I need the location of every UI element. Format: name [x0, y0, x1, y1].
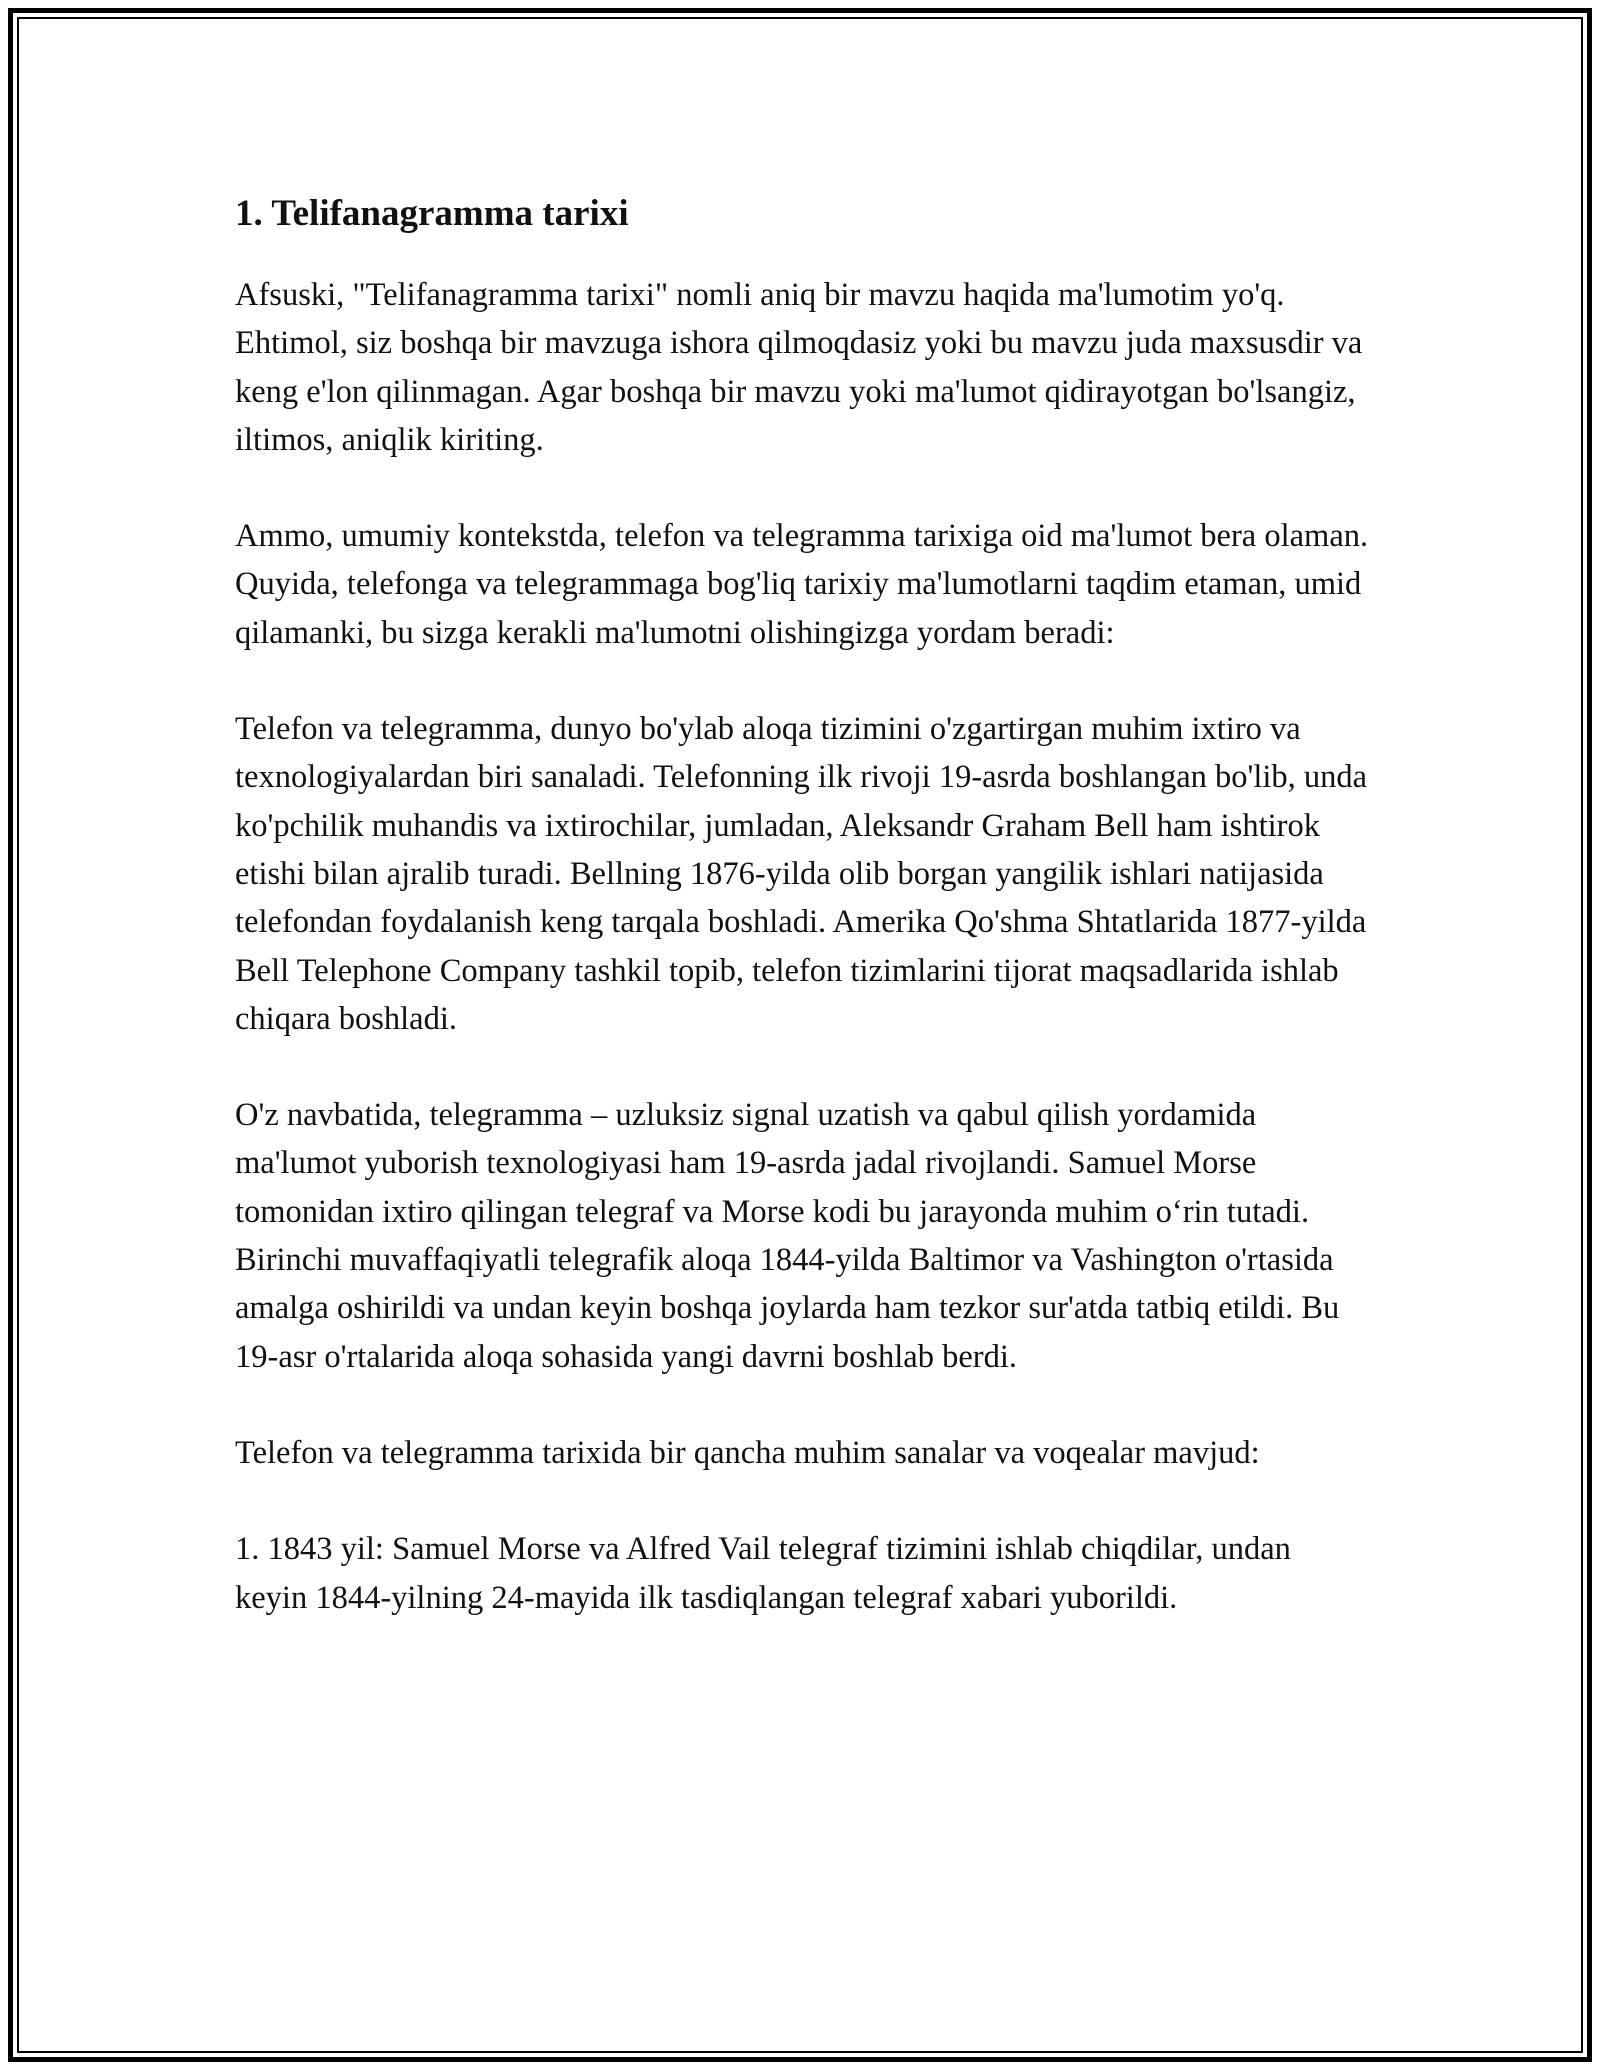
document-title: 1. Telifanagramma tarixi: [235, 193, 629, 234]
paragraph-intro: Afsuski, "Telifanagramma tarixi" nomli aniq bir mavzu haqida ma'lumotim yo'q. Ehtimol, siz boshqa bir mavzuga ishora qilmoqdasiz yoki bu mavzu juda maxsusdir va keng e'lon qilinmagan. Agar boshqa bir mavzu yoki ma'lumot qidirayotgan bo'lsangiz, iltimos, aniqlik kiriting.: [235, 277, 1363, 458]
paragraph-telephone: Telefon va telegramma, dunyo bo'ylab aloqa tizimini o'zgartirgan muhim ixtiro va texnologiyalardan biri sanaladi. Telefonning ilk rivoji 19-asrda boshlangan bo'lib, unda ko'pchilik muhandis va ixtirochilar, jumladan, Aleksandr Graham Bell ham ishtirok etishi bilan ajralib turadi. Bellning 1876-yilda olib borgan yangilik ishlari natijasida telefondan foydalanish keng tarqala boshladi. Amerika Qo'shma Shtatlarida 1877-yilda Bell Telephone Company tashkil topib, telefon tizimlarini tijorat maqsadlarida ishlab chiqara boshladi.: [235, 711, 1368, 1037]
list-item-1843: 1. 1843 yil: Samuel Morse va Alfred Vail telegraf tizimini ishlab chiqdilar, undan keyin 1844-yilning 24-mayida ilk tasdiqlangan telegraf xabari yuborildi.: [235, 1531, 1291, 1616]
paragraph-context: Ammo, umumiy kontekstda, telefon va telegramma tarixiga oid ma'lumot bera olaman. Quyida, telefonga va telegrammaga bog'liq tarixiy ma'lumotlarni taqdim etaman, umid qilamanki, bu sizga kerakli ma'lumotni olishingizga yordam beradi:: [235, 518, 1369, 651]
paragraph-dates-intro: Telefon va telegramma tarixida bir qancha muhim sanalar va voqealar mavjud:: [235, 1434, 1260, 1471]
document-page: [235, 185, 1370, 1670]
paragraph-telegram: O'z navbatida, telegramma – uzluksiz signal uzatish va qabul qilish yordamida ma'lumot yuborish texnologiyasi ham 19-asrda jadal rivojlandi. Samuel Morse tomonidan ixtiro qilingan telegraf va Morse kodi bu jarayonda muhim o‘rin tutadi. Birinchi muvaffaqiyatli telegrafik aloqa 1844-yilda Baltimor va Vashington o'rtasida amalga oshirildi va undan keyin boshqa joylarda ham tezkor sur'atda tatbiq etildi. Bu 19-asr o'rtalarida aloqa sohasida yangi davrni boshlab berdi.: [235, 1097, 1340, 1375]
